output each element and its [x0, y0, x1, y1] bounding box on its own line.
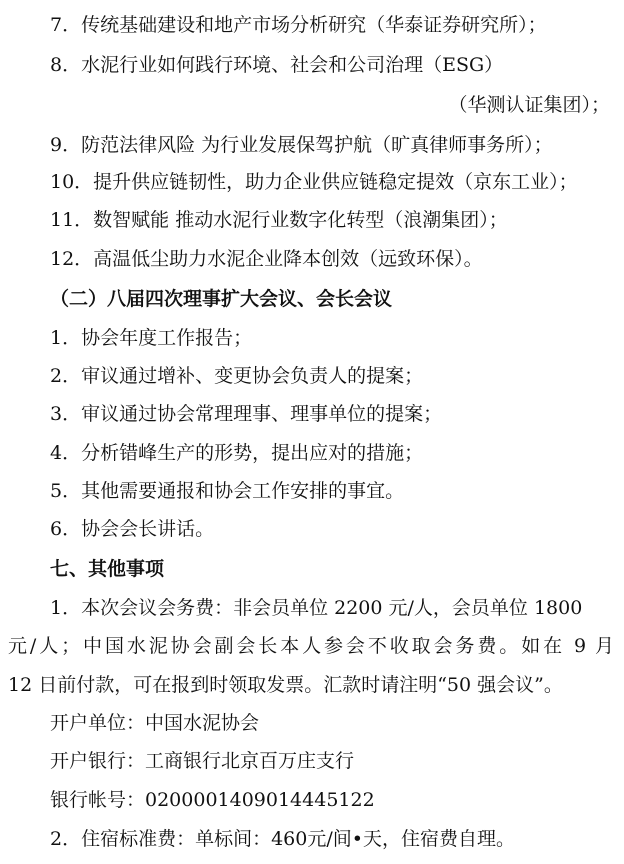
council-item-3: 3．审议通过协会常理理事、理事单位的提案； — [50, 403, 443, 425]
section-heading-other: 七、其他事项 — [50, 558, 165, 580]
account-bank: 开户银行：工商银行北京百万庄支行 — [50, 750, 355, 772]
agenda-item-12: 12．高温低尘助力水泥企业降本创效（远致环保）。 — [50, 248, 483, 270]
agenda-item-9: 9．防范法律风险 为行业发展保驾护航（旷真律师事务所）； — [50, 134, 553, 156]
agenda-item-11: 11．数智赋能 推动水泥行业数字化转型（浪潮集团）； — [50, 209, 508, 231]
council-item-5: 5．其他需要通报和协会工作安排的事宜。 — [50, 480, 405, 502]
agenda-item-10: 10．提升供应链韧性，助力企业供应链稳定提效（京东工业）； — [50, 171, 578, 193]
account-number: 银行帐号：0200001409014445122 — [50, 789, 375, 811]
council-item-1: 1．协会年度工作报告； — [50, 327, 253, 349]
fee-paragraph-line-2: 元/人；中国水泥协会副会长本人参会不收取会务费。如在 9 月 — [8, 635, 614, 657]
council-item-2: 2．审议通过增补、变更协会负责人的提案； — [50, 365, 424, 387]
council-item-6: 6．协会会长讲话。 — [50, 518, 215, 540]
fee-paragraph-line-3: 12 日前付款，可在报到时领取发票。汇款时请注明“50 强会议”。 — [8, 674, 563, 696]
agenda-item-8: 8．水泥行业如何践行环境、社会和公司治理（ESG） — [50, 54, 504, 76]
section-heading-council: （二）八届四次理事扩大会议、会长会议 — [50, 288, 393, 310]
agenda-item-7: 7．传统基础建设和地产市场分析研究（华泰证券研究所）； — [50, 14, 547, 36]
council-item-4: 4．分析错峰生产的形势，提出应对的措施； — [50, 442, 424, 464]
accommodation-fee: 2．住宿标准费：单标间：460元/间•天，住宿费自理。 — [50, 828, 515, 850]
account-holder: 开户单位：中国水泥协会 — [50, 712, 260, 734]
fee-paragraph-line-1: 1．本次会议会务费：非会员单位 2200 元/人，会员单位 1800 — [50, 597, 583, 619]
agenda-item-8-org: （华测认证集团）； — [448, 94, 610, 116]
